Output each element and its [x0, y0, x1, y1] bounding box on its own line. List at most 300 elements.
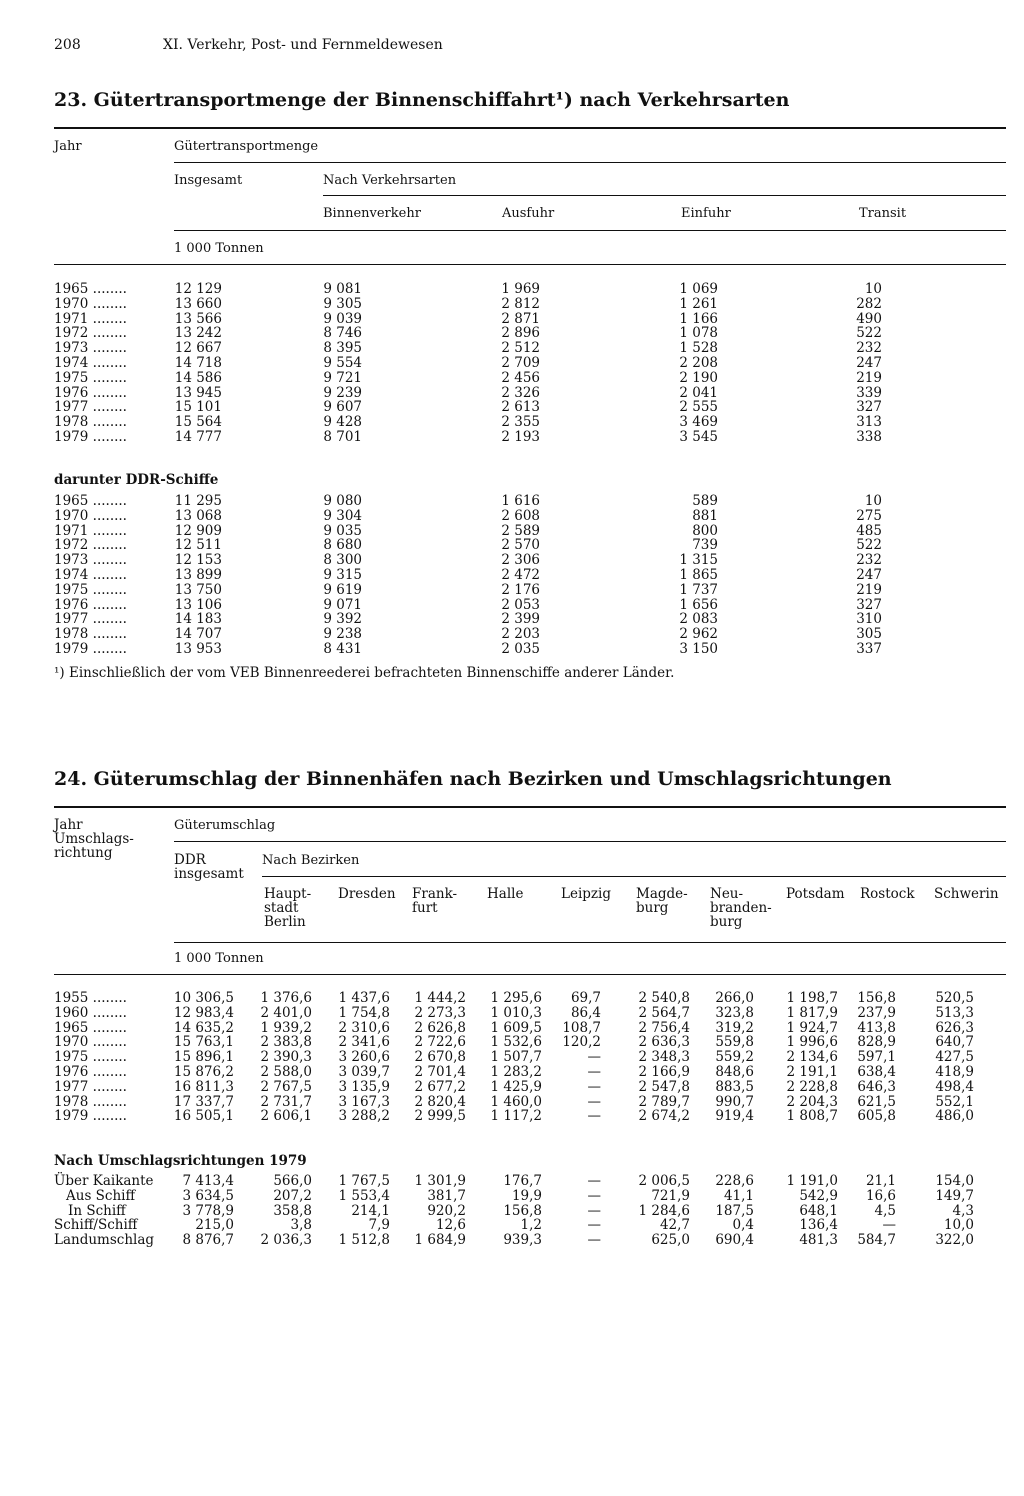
cell-value: 1 754,8 — [338, 1004, 390, 1021]
cell-value: 14 718 — [174, 355, 222, 371]
cell-value: 1 532,6 — [490, 1034, 542, 1051]
header-line: branden- — [710, 900, 772, 916]
cell-value: 2 731,7 — [260, 1093, 312, 1110]
header-line: Rostock — [860, 886, 915, 902]
table23-unit: 1 000 Tonnen — [174, 241, 264, 256]
cell-value: 13 750 — [174, 581, 222, 598]
table23-ddr-label: darunter DDR-Schiffe — [54, 472, 219, 488]
row-label: 1973 ........ — [54, 552, 127, 569]
page-number: 208 — [54, 37, 81, 53]
cell-value: 228,6 — [715, 1173, 754, 1189]
cell-value: 154,0 — [935, 1173, 974, 1189]
cell-value: 305 — [856, 626, 882, 643]
cell-value: 3 167,3 — [338, 1093, 390, 1110]
cell-value: 247 — [856, 355, 882, 371]
table-row — [0, 523, 1024, 538]
table24-col-header — [338, 887, 396, 901]
header-line: Frank- — [412, 886, 458, 902]
table-row — [0, 1173, 1024, 1188]
cell-value: 1 315 — [679, 552, 718, 569]
table24-year-header — [54, 818, 134, 860]
cell-value: 3 135,9 — [338, 1078, 390, 1095]
cell-value: 12 511 — [174, 537, 222, 554]
table24-group-header: Güterumschlag — [174, 818, 276, 833]
cell-value: 427,5 — [935, 1049, 974, 1066]
table24-col-header — [264, 887, 311, 929]
table23-group-rule — [174, 162, 1006, 163]
cell-value: 2 190 — [679, 369, 718, 386]
cell-value: — — [587, 1232, 601, 1249]
row-label: 1970 ........ — [54, 1034, 127, 1051]
cell-value: 2 326 — [501, 384, 540, 401]
cell-value: 9 080 — [323, 493, 362, 509]
cell-value: 13 953 — [174, 641, 222, 657]
header-line: burg — [710, 914, 743, 930]
cell-value: 1 198,7 — [786, 990, 838, 1006]
cell-value: 41,1 — [723, 1187, 754, 1204]
table-row — [0, 370, 1024, 385]
cell-value: — — [587, 1093, 601, 1110]
cell-value: 800 — [692, 522, 718, 539]
header-line: burg — [636, 900, 669, 916]
cell-value: 1 460,0 — [490, 1093, 542, 1110]
cell-value: 15 763,1 — [173, 1034, 234, 1051]
cell-value: 8 680 — [323, 537, 362, 554]
cell-value: 12 667 — [174, 340, 222, 357]
cell-value: 2 677,2 — [414, 1078, 466, 1095]
cell-value: 2 613 — [501, 399, 540, 416]
cell-value: 13 899 — [174, 567, 222, 583]
table24-total-header — [174, 853, 244, 881]
cell-value: 2 191,1 — [786, 1064, 838, 1080]
cell-value: 266,0 — [715, 990, 754, 1006]
table23-col-binnenverkehr: Binnenverkehr — [323, 206, 421, 221]
cell-value: 2 306 — [501, 552, 540, 569]
cell-value: 1 528 — [679, 340, 718, 357]
cell-value: — — [882, 1217, 896, 1234]
cell-value: 327 — [856, 399, 882, 416]
cell-value: 1,2 — [520, 1217, 542, 1234]
cell-value: 3 778,9 — [182, 1202, 234, 1219]
cell-value: 0,4 — [732, 1217, 754, 1234]
table23-top-rule — [54, 127, 1006, 129]
table23-sub-header: Nach Verkehrsarten — [323, 173, 457, 188]
cell-value: 8 876,7 — [182, 1232, 234, 1249]
cell-value: 1 284,6 — [638, 1202, 690, 1219]
cell-value: 14 777 — [174, 429, 222, 445]
cell-value: 721,9 — [651, 1187, 690, 1204]
cell-value: 1 817,9 — [786, 1004, 838, 1021]
cell-value: 12 153 — [174, 552, 222, 569]
row-label: Schiff/Schiff — [54, 1217, 138, 1234]
cell-value: 10,0 — [943, 1217, 974, 1234]
row-label: 1965 ........ — [54, 281, 127, 297]
cell-value: 16 811,3 — [173, 1078, 234, 1095]
row-label: 1965 ........ — [54, 493, 127, 509]
cell-value: 2 390,3 — [260, 1049, 312, 1066]
cell-value: 156,8 — [857, 990, 896, 1006]
cell-value: 232 — [856, 552, 882, 569]
cell-value: 1 376,6 — [260, 990, 312, 1006]
cell-value: 828,9 — [857, 1034, 896, 1051]
cell-value: — — [587, 1049, 601, 1066]
cell-value: 358,8 — [273, 1202, 312, 1219]
cell-value: 15 896,1 — [173, 1049, 234, 1066]
header-line: richtung — [54, 845, 113, 861]
cell-value: 1 616 — [501, 493, 540, 509]
table24-col-header — [710, 887, 772, 929]
table23-cols-rule — [174, 230, 1006, 231]
cell-value: 86,4 — [570, 1004, 601, 1021]
cell-value: 3,8 — [290, 1217, 312, 1234]
header-line: stadt — [264, 900, 299, 916]
header-line: insgesamt — [174, 866, 244, 882]
cell-value: 566,0 — [273, 1173, 312, 1189]
table24-sub-rule — [262, 876, 1006, 877]
cell-value: 136,4 — [799, 1217, 838, 1234]
cell-value: 13 106 — [174, 596, 222, 613]
header-line: Umschlags- — [54, 831, 134, 847]
cell-value: 237,9 — [857, 1004, 896, 1021]
cell-value: 2 456 — [501, 369, 540, 386]
cell-value: 2 401,0 — [260, 1004, 312, 1021]
cell-value: 1 166 — [679, 310, 718, 327]
cell-value: 3 634,5 — [182, 1187, 234, 1204]
row-label: 1971 ........ — [54, 310, 127, 327]
cell-value: 339 — [856, 384, 882, 401]
cell-value: 12 983,4 — [173, 1004, 234, 1021]
row-label: 1972 ........ — [54, 325, 127, 342]
row-label: 1977 ........ — [54, 1078, 127, 1095]
cell-value: 2 820,4 — [414, 1093, 466, 1110]
cell-value: 12 129 — [174, 281, 222, 297]
cell-value: 1 010,3 — [490, 1004, 542, 1021]
table-row — [0, 399, 1024, 414]
cell-value: 2 193 — [501, 429, 540, 445]
cell-value: 381,7 — [427, 1187, 466, 1204]
cell-value: 2 203 — [501, 626, 540, 643]
cell-value: 2 606,1 — [260, 1108, 312, 1125]
row-label: 1978 ........ — [54, 626, 127, 643]
cell-value: 9 428 — [323, 414, 362, 431]
cell-value: 337 — [856, 641, 882, 657]
row-label: 1970 ........ — [54, 507, 127, 524]
cell-value: 207,2 — [273, 1187, 312, 1204]
cell-value: 310 — [856, 611, 882, 628]
header-line: Halle — [487, 886, 524, 902]
cell-value: 1 865 — [679, 567, 718, 583]
table-row — [0, 281, 1024, 296]
table23-year-header: Jahr — [54, 139, 82, 154]
cell-value: 319,2 — [715, 1019, 754, 1036]
cell-value: 626,3 — [935, 1019, 974, 1036]
cell-value: 2 626,8 — [414, 1019, 466, 1036]
cell-value: 120,2 — [562, 1034, 601, 1051]
cell-value: 2 608 — [501, 507, 540, 524]
row-label: 1976 ........ — [54, 1064, 127, 1080]
cell-value: 1 261 — [679, 295, 718, 312]
header-line: Schwerin — [934, 886, 999, 902]
cell-value: 883,5 — [715, 1078, 754, 1095]
cell-value: 920,2 — [427, 1202, 466, 1219]
cell-value: 1 808,7 — [786, 1108, 838, 1125]
cell-value: 1 609,5 — [490, 1019, 542, 1036]
cell-value: 8 395 — [323, 340, 362, 357]
cell-value: 13 068 — [174, 507, 222, 524]
cell-value: 1 512,8 — [338, 1232, 390, 1249]
cell-value: 9 315 — [323, 567, 362, 583]
cell-value: 19,9 — [511, 1187, 542, 1204]
cell-value: 9 238 — [323, 626, 362, 643]
cell-value: 323,8 — [715, 1004, 754, 1021]
cell-value: 232 — [856, 340, 882, 357]
cell-value: 1 737 — [679, 581, 718, 598]
cell-value: — — [587, 1173, 601, 1189]
row-label: 1960 ........ — [54, 1004, 127, 1021]
cell-value: 2 789,7 — [638, 1093, 690, 1110]
table23-total-header: Insgesamt — [174, 173, 243, 188]
cell-value: 559,2 — [715, 1049, 754, 1066]
table-row — [0, 611, 1024, 626]
table23-sub-rule — [323, 195, 1006, 196]
row-label: 1974 ........ — [54, 355, 127, 371]
cell-value: 2 709 — [501, 355, 540, 371]
cell-value: 513,3 — [935, 1004, 974, 1021]
table23-col-transit: Transit — [859, 206, 907, 221]
cell-value: 219 — [856, 581, 882, 598]
table24-head-bottom-rule — [54, 974, 1006, 975]
table-row — [0, 1049, 1024, 1064]
cell-value: 14 586 — [174, 369, 222, 386]
cell-value: 1 425,9 — [490, 1078, 542, 1095]
cell-value: 4,3 — [952, 1202, 974, 1219]
cell-value: 2 208 — [679, 355, 718, 371]
cell-value: 7 413,4 — [182, 1173, 234, 1189]
cell-value: 149,7 — [935, 1187, 974, 1204]
cell-value: 481,3 — [799, 1232, 838, 1249]
table24-col-header — [786, 887, 845, 901]
cell-value: 2 589 — [501, 522, 540, 539]
cell-value: 1 924,7 — [786, 1019, 838, 1036]
cell-value: 187,5 — [715, 1202, 754, 1219]
cell-value: 275 — [856, 507, 882, 524]
cell-value: 10 — [864, 281, 882, 297]
table23-footnote: ¹) Einschließlich der vom VEB Binnenreederei befrachteten Binnenschiffe anderer Länder. — [54, 665, 675, 681]
cell-value: — — [587, 1078, 601, 1095]
table-row — [0, 1203, 1024, 1218]
cell-value: 9 239 — [323, 384, 362, 401]
cell-value: 14 635,2 — [173, 1019, 234, 1036]
table-row — [0, 1005, 1024, 1020]
cell-value: 9 305 — [323, 295, 362, 312]
header-line: Jahr — [54, 817, 83, 833]
table-row — [0, 296, 1024, 311]
cell-value: 3 150 — [679, 641, 718, 657]
row-label: 1976 ........ — [54, 596, 127, 613]
cell-value: 2 701,4 — [414, 1064, 466, 1080]
table-row — [0, 325, 1024, 340]
cell-value: 2 767,5 — [260, 1078, 312, 1095]
cell-value: 2 896 — [501, 325, 540, 342]
cell-value: 8 300 — [323, 552, 362, 569]
cell-value: 2 228,8 — [786, 1078, 838, 1095]
cell-value: 1 996,6 — [786, 1034, 838, 1051]
cell-value: 625,0 — [651, 1232, 690, 1249]
table-row — [0, 355, 1024, 370]
table-row — [0, 1232, 1024, 1247]
row-label: 1975 ........ — [54, 1049, 127, 1066]
cell-value: 9 721 — [323, 369, 362, 386]
row-label: 1971 ........ — [54, 522, 127, 539]
cell-value: 3 469 — [679, 414, 718, 431]
cell-value: 490 — [856, 310, 882, 327]
cell-value: 13 566 — [174, 310, 222, 327]
cell-value: 1 078 — [679, 325, 718, 342]
table-row — [0, 567, 1024, 582]
cell-value: 16 505,1 — [173, 1108, 234, 1125]
cell-value: 485 — [856, 522, 882, 539]
section-title: XI. Verkehr, Post- und Fernmeldewesen — [163, 37, 443, 53]
cell-value: 7,9 — [368, 1217, 390, 1234]
cell-value: — — [587, 1187, 601, 1204]
cell-value: 15 876,2 — [173, 1064, 234, 1080]
table-row — [0, 1094, 1024, 1109]
cell-value: 1 301,9 — [414, 1173, 466, 1189]
cell-value: 214,1 — [351, 1202, 390, 1219]
cell-value: 413,8 — [857, 1019, 896, 1036]
cell-value: 640,7 — [935, 1034, 974, 1051]
cell-value: 2 166,9 — [638, 1064, 690, 1080]
cell-value: 2 674,2 — [638, 1108, 690, 1125]
cell-value: 2 006,5 — [638, 1173, 690, 1189]
cell-value: 2 383,8 — [260, 1034, 312, 1051]
cell-value: 646,3 — [857, 1078, 896, 1095]
table24-sub-header: Nach Bezirken — [262, 853, 360, 868]
row-label: 1979 ........ — [54, 429, 127, 445]
cell-value: 1 507,7 — [490, 1049, 542, 1066]
cell-value: 881 — [692, 507, 718, 524]
row-label: 1978 ........ — [54, 1093, 127, 1110]
cell-value: 2 962 — [679, 626, 718, 643]
cell-value: 559,8 — [715, 1034, 754, 1051]
cell-value: 2 341,6 — [338, 1034, 390, 1051]
cell-value: 520,5 — [935, 990, 974, 1006]
table-row — [0, 1108, 1024, 1123]
table-row — [0, 990, 1024, 1005]
cell-value: 2 134,6 — [786, 1049, 838, 1066]
cell-value: 2 722,6 — [414, 1034, 466, 1051]
cell-value: 2 083 — [679, 611, 718, 628]
header-line: furt — [412, 900, 438, 916]
cell-value: 13 660 — [174, 295, 222, 312]
row-label: 1979 ........ — [54, 641, 127, 657]
cell-value: 2 399 — [501, 611, 540, 628]
row-label: 1975 ........ — [54, 369, 127, 386]
cell-value: 584,7 — [857, 1232, 896, 1249]
cell-value: 10 — [864, 493, 882, 509]
row-label: 1976 ........ — [54, 384, 127, 401]
cell-value: 2 570 — [501, 537, 540, 554]
cell-value: 1 437,6 — [338, 990, 390, 1006]
cell-value: 638,4 — [857, 1064, 896, 1080]
cell-value: 739 — [692, 537, 718, 554]
cell-value: 1 191,0 — [786, 1173, 838, 1189]
table23-head-bottom-rule — [54, 264, 1006, 265]
cell-value: 2 036,3 — [260, 1232, 312, 1249]
header-line: Neu- — [710, 886, 744, 902]
table-row — [0, 414, 1024, 429]
cell-value: 13 242 — [174, 325, 222, 342]
table-row — [0, 1034, 1024, 1049]
cell-value: 9 607 — [323, 399, 362, 416]
cell-value: 9 554 — [323, 355, 362, 371]
cell-value: 8 431 — [323, 641, 362, 657]
cell-value: 2 041 — [679, 384, 718, 401]
cell-value: 1 444,2 — [414, 990, 466, 1006]
cell-value: 12,6 — [435, 1217, 466, 1234]
row-label: Aus Schiff — [66, 1187, 136, 1204]
cell-value: 2 540,8 — [638, 990, 690, 1006]
cell-value: — — [587, 1108, 601, 1125]
table-row — [0, 537, 1024, 552]
cell-value: 486,0 — [935, 1108, 974, 1125]
cell-value: 522 — [856, 537, 882, 554]
table23-col-einfuhr: Einfuhr — [681, 206, 731, 221]
cell-value: 3 039,7 — [338, 1064, 390, 1080]
table24-col-header — [412, 887, 457, 915]
cell-value: 648,1 — [799, 1202, 838, 1219]
cell-value: 322,0 — [935, 1232, 974, 1249]
cell-value: 605,8 — [857, 1108, 896, 1125]
cell-value: 219 — [856, 369, 882, 386]
table24-col-header — [561, 887, 611, 901]
cell-value: 2 348,3 — [638, 1049, 690, 1066]
table-row — [0, 1188, 1024, 1203]
cell-value: 108,7 — [562, 1019, 601, 1036]
cell-value: 3 288,2 — [338, 1108, 390, 1125]
table-row — [0, 340, 1024, 355]
cell-value: 919,4 — [715, 1108, 754, 1125]
cell-value: 1 969 — [501, 281, 540, 297]
cell-value: — — [587, 1217, 601, 1234]
cell-value: 2 547,8 — [638, 1078, 690, 1095]
cell-value: 215,0 — [195, 1217, 234, 1234]
cell-value: 2 564,7 — [638, 1004, 690, 1021]
cell-value: 9 081 — [323, 281, 362, 297]
row-label: 1972 ........ — [54, 537, 127, 554]
header-line: Haupt- — [264, 886, 312, 902]
cell-value: 2 871 — [501, 310, 540, 327]
cell-value: 2 035 — [501, 641, 540, 657]
cell-value: 2 512 — [501, 340, 540, 357]
cell-value: 9 619 — [323, 581, 362, 598]
cell-value: 3 260,6 — [338, 1049, 390, 1066]
cell-value: 21,1 — [865, 1173, 896, 1189]
table24-directions-label: Nach Umschlagsrichtungen 1979 — [54, 1153, 307, 1169]
table24-top-rule — [54, 806, 1006, 808]
table-row — [0, 1064, 1024, 1079]
cell-value: 2 053 — [501, 596, 540, 613]
row-label: 1955 ........ — [54, 990, 127, 1006]
row-label: 1965 ........ — [54, 1019, 127, 1036]
cell-value: 990,7 — [715, 1093, 754, 1110]
cell-value: 156,8 — [503, 1202, 542, 1219]
cell-value: 9 035 — [323, 522, 362, 539]
row-label: 1974 ........ — [54, 567, 127, 583]
row-label: Landumschlag — [54, 1232, 155, 1249]
table24-title: 24. Güterumschlag der Binnenhäfen nach Bezirken und Umschlagsrichtungen — [54, 768, 892, 790]
table-row — [0, 385, 1024, 400]
